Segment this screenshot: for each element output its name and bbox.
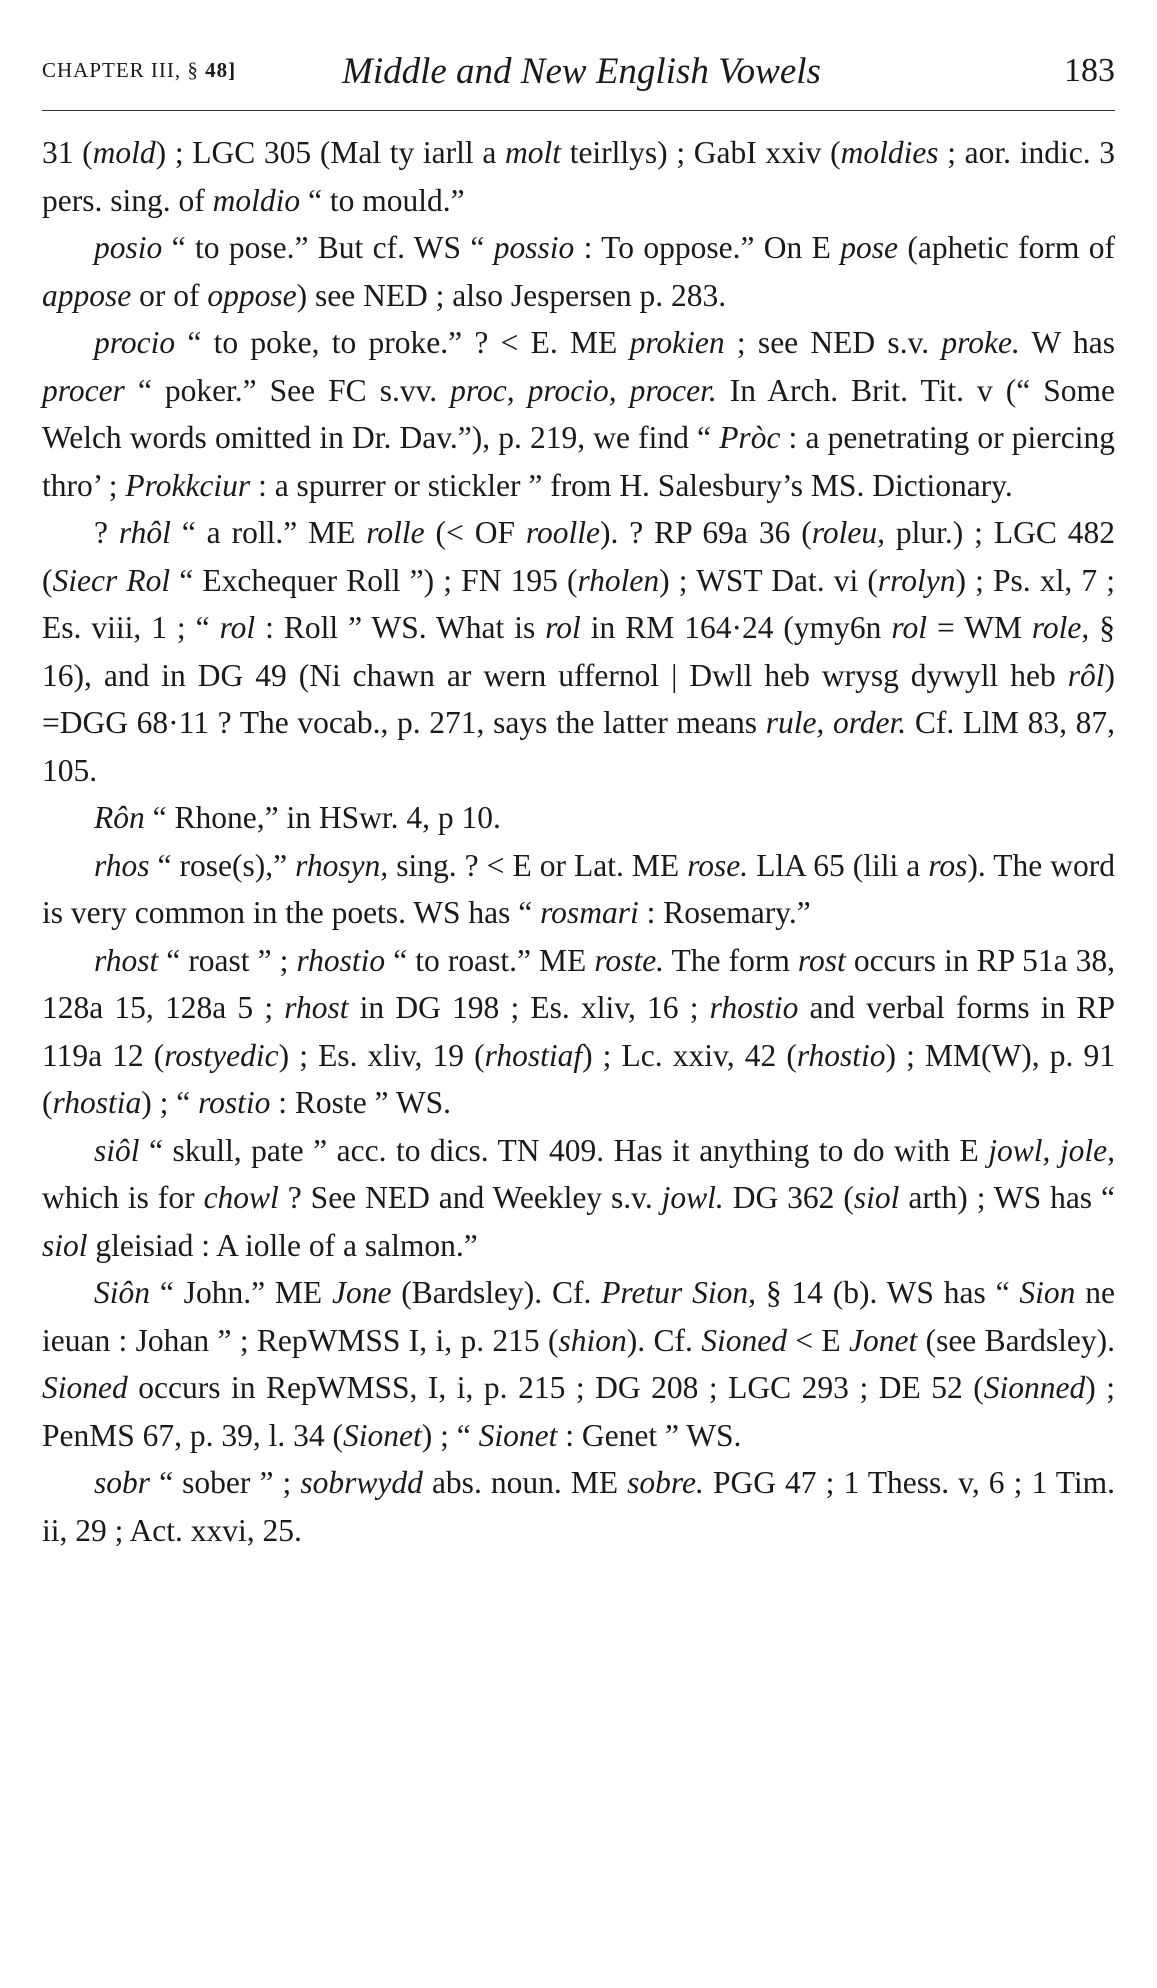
italic-term: sobr [94,1465,151,1500]
book-page [42,50,1115,1554]
text-run: : Genet ” WS. [557,1417,742,1453]
text-run: 31 ( [42,135,93,170]
text-run: and verbal forms in RP 119a 12 ( [42,990,1115,1073]
italic-term: rol [545,610,581,645]
text-run: ? [94,515,119,550]
italic-term: Siôn [94,1275,151,1310]
italic-term: rule, order. [765,705,907,740]
italic-term: rhostio [796,1037,886,1073]
italic-term: Pròc [719,420,781,455]
text-run: occurs in RepWMSS, I, i, p. 215 ; DG 208 ; LGC 293 ; DE 52 ( [127,1370,984,1405]
italic-term: rhost [94,942,159,978]
italic-term: possio [493,230,575,265]
italic-term: rrolyn [877,562,956,598]
text-run: (Bardsley). Cf. [391,1275,602,1310]
italic-term: Sionet [343,1417,422,1453]
dictionary-entry [42,509,1115,794]
chapter-reference [42,58,236,83]
italic-term: roste. [594,942,665,978]
italic-term: pose [840,230,898,265]
italic-term: rhos [94,847,150,883]
text-run: ). Cf. [626,1322,702,1358]
italic-term: jowl, jole, [988,1132,1115,1168]
text-run: “ skull, pate ” acc. to dics. TN 409. Has it anything to do with E [139,1132,989,1168]
text-run: : a spurrer or stickler ” from H. Salesbury’s MS. Dictionary. [250,467,1013,503]
dictionary-entry [42,1269,1115,1459]
text-run: abs. noun. ME [422,1465,628,1500]
text-run: teirllys) ; GabI xxiv ( [561,135,841,170]
italic-term: procio [94,325,176,360]
italic-term: procer [42,372,125,408]
italic-term: shion [558,1322,627,1358]
italic-term: rhost [284,990,349,1025]
text-run: : a penetrating or piercing thro’ ; [42,420,1115,503]
text-run: ) see NED ; also Jespersen p. 283. [296,277,727,313]
text-run: sing. ? < E or Lat. ME [388,847,688,883]
italic-term: Sioned [42,1370,128,1405]
italic-term: Rôn [94,800,145,835]
text-run: < E [786,1322,850,1358]
text-run: LlA 65 (lili a [748,847,929,883]
text-run: : Roste ” WS. [270,1085,451,1120]
italic-term: proc, procio, procer. [450,372,717,408]
italic-term: siol [42,1227,88,1263]
paragraph-continued [42,129,1115,224]
text-run: = WM [926,610,1032,645]
italic-term: posio [94,230,163,265]
italic-term: sobre. [627,1465,704,1500]
text-run: ) ; WST Dat. vi ( [659,562,878,598]
dictionary-entry [42,224,1115,319]
text-run: ) =DGG 68·11 ? The vocab., p. 271, says the latter means [42,657,1115,740]
italic-term: Jonet [849,1322,918,1358]
text-run: : Rosemary.” [638,895,811,930]
dictionary-entry [42,1127,1115,1270]
italic-term: rol [219,610,256,645]
text-run: ) ; PenMS 67, p. 39, l. 34 ( [42,1370,1115,1453]
text-run: ; aor. indic. 3 pers. sing. of [42,135,1115,218]
text-run: : Roll ” WS. What is [255,610,546,645]
italic-term: Sionet [478,1417,558,1453]
italic-term: roolle [525,515,600,550]
italic-term: prokien [629,325,725,360]
italic-term: rôl [1067,657,1105,693]
text-run: which is for [42,1180,204,1215]
text-run: ) ; LGC 305 (Mal ty iarll a [155,135,505,170]
italic-term: rol [891,610,927,645]
text-run: (< OF [424,515,526,550]
text-run: ne ieuan : Johan ” ; RepWMSS I, i, p. 215 ( [42,1275,1115,1358]
text-run: or of [131,277,208,313]
text-run: ) ; “ [421,1417,479,1453]
dictionary-entry [42,1459,1115,1554]
italic-term: ros [928,847,968,883]
text-run: gleisiad : A iolle of a salmon.” [87,1227,478,1263]
text-run: occurs in RP 51a 38, 128a 15, 128a 5 ; [42,942,1116,1025]
italic-term: chowl [203,1180,279,1215]
text-run: ). The word is very common in the poets. WS has “ [42,847,1115,930]
text-run: : To oppose.” On E [574,230,841,265]
text-run: “ Rhone,” in HSwr. 4, p 10. [144,800,501,835]
italic-term: rhosyn, [295,847,389,883]
text-run: “ Exchequer Roll ”) ; FN 195 ( [170,562,578,598]
text-run: ; see NED s.v. [724,325,942,360]
italic-term: moldies [840,135,939,170]
text-run: plur.) ; LGC 482 ( [42,515,1116,598]
text-run: ) ; Lc. xxiv, 42 ( [582,1037,797,1073]
italic-term: Sionned [983,1370,1086,1405]
italic-term: oppose [207,277,297,313]
text-run: “ to poke, to proke.” ? < E. ME [175,325,630,360]
text-run: “ sober ” ; [150,1465,301,1500]
text-run: “ to mould.” [300,182,465,218]
text-run: Cf. LlM 83, 87, 105. [42,705,1115,788]
text-run: “ poker.” See FC s.vv. [124,372,451,408]
italic-term: appose [42,277,132,313]
text-run: arth) ; WS has “ [899,1180,1115,1215]
text-run: The form [664,942,798,978]
italic-term: sobrwydd [300,1465,423,1500]
text-run: § 16), and in DG 49 (Ni chawn ar wern uffernol | Dwll heb wrysg dywyll heb [42,610,1115,693]
italic-term: Siecr Rol [52,562,171,598]
italic-term: rosmari [540,895,639,930]
dictionary-entry [42,794,1115,842]
italic-term: rhostio [709,990,799,1025]
running-header [42,50,1115,111]
italic-term: moldio [212,182,301,218]
italic-term: rostio [198,1085,271,1120]
text-run: “ roast ” ; [158,942,297,978]
italic-term: siôl [94,1132,140,1168]
text-run: ? See NED and Weekley s.v. [278,1180,662,1215]
dictionary-entry [42,319,1115,509]
italic-term: Pretur Sion, [601,1275,756,1310]
italic-term: mold [92,135,156,170]
italic-term: Sioned [701,1322,787,1358]
text-run: ) ; “ [141,1085,199,1120]
italic-term: role, [1031,610,1090,645]
italic-term: rost [797,942,846,978]
dictionary-entry [42,937,1115,1127]
page-body [42,129,1115,1554]
page-number: 183 [1064,52,1115,89]
italic-term: rhostiaf [484,1037,583,1073]
text-run: ) ; Es. xliv, 19 ( [278,1037,485,1073]
text-run: “ a roll.” ME [170,515,367,550]
text-run: DG 362 ( [723,1180,854,1215]
text-run: In Arch. Brit. Tit. v (“ Some Welch words omitted in Dr. Dav.”), p. 219, we find “ [42,372,1115,455]
italic-term: proke. [941,325,1020,360]
dictionary-entry [42,842,1115,937]
running-title: Middle and New English Vowels [342,51,821,92]
text-run: ) ; Ps. xl, 7 ; Es. viii, 1 ; “ [42,562,1115,645]
italic-term: rhôl [118,515,171,550]
italic-term: roleu, [811,515,885,550]
text-run: ) ; MM(W), p. 91 ( [42,1037,1115,1120]
text-run: (aphetic form of [898,230,1115,265]
text-run: “ to pose.” But cf. WS “ [162,230,494,265]
text-run: § 14 (b). WS has “ [755,1275,1020,1310]
italic-term: rostyedic [164,1037,279,1073]
text-run: “ John.” ME [150,1275,332,1310]
italic-term: Sion [1019,1275,1076,1310]
italic-term: Prokkciur [125,467,251,503]
text-run: “ rose(s),” [149,847,296,883]
text-run: ). ? RP 69a 36 ( [599,515,812,550]
italic-term: rolle [366,515,425,550]
text-run: in DG 198 ; Es. xliv, 16 ; [348,990,710,1025]
italic-term: jowl. [661,1180,724,1215]
italic-term: rhostio [296,942,386,978]
italic-term: siol [853,1180,900,1215]
text-run: PGG 47 ; 1 Thess. v, 6 ; 1 Tim. ii, 29 ; Act. xxvi, 25. [42,1465,1115,1548]
text-run: “ to roast.” ME [385,942,595,978]
italic-term: rholen [577,562,660,598]
text-run: in RM 164·24 (ymy6n [580,610,892,645]
chapter-label: CHAPTER III, § [42,58,199,82]
text-run: W has [1019,325,1115,360]
italic-term: molt [505,135,562,170]
italic-term: rose. [687,847,749,883]
section-number: 48] [205,58,237,82]
italic-term: rhostia [52,1085,142,1120]
text-run: (see Bardsley). [917,1322,1115,1358]
italic-term: Jone [331,1275,392,1310]
